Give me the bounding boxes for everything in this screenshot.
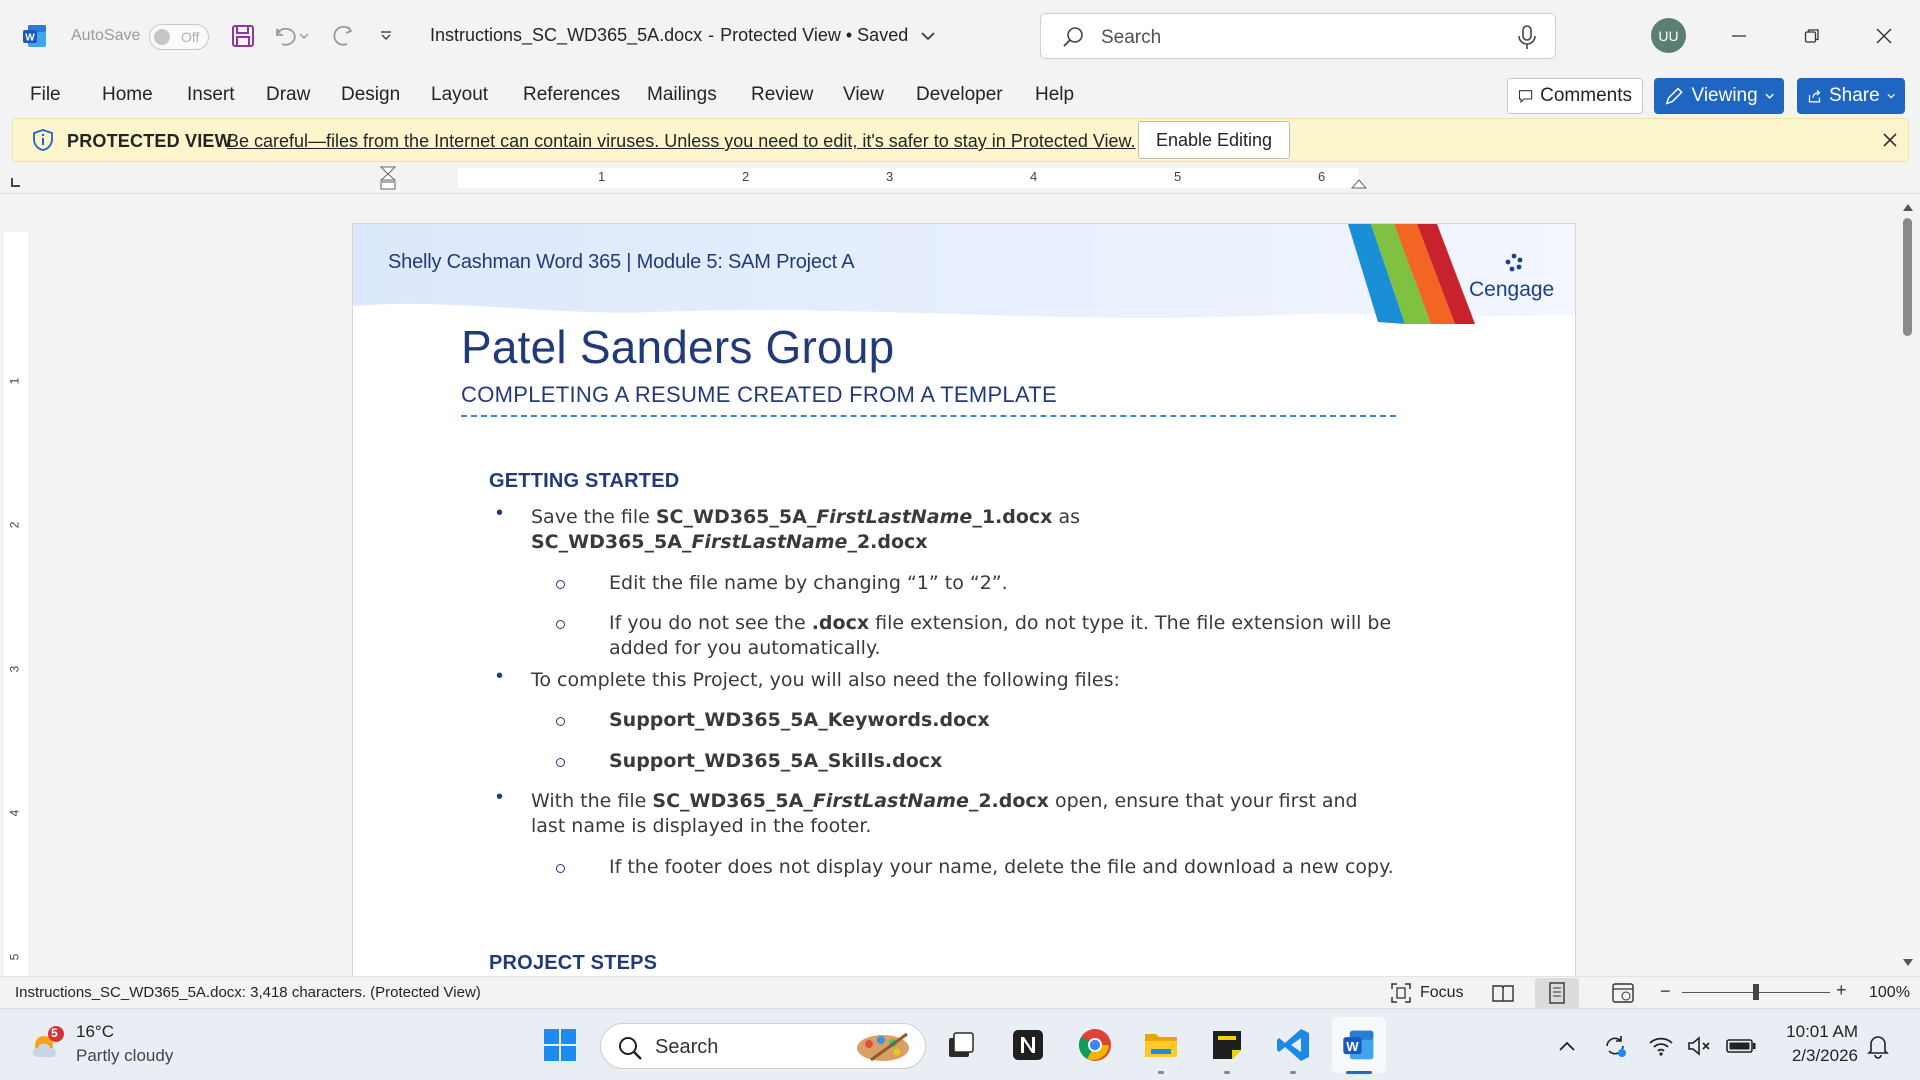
tab-references[interactable]: References xyxy=(523,84,621,105)
enable-editing-button[interactable]: Enable Editing xyxy=(1138,121,1290,159)
pen-icon xyxy=(1664,85,1684,107)
task-view-icon xyxy=(945,1029,977,1061)
ruler-number: 2 xyxy=(7,521,22,529)
chrome-icon xyxy=(1077,1027,1113,1063)
list-item-text: as xyxy=(1052,506,1081,528)
scrollbar-thumb[interactable] xyxy=(1903,218,1912,336)
notification-bell-icon[interactable] xyxy=(1865,1033,1891,1059)
document-title[interactable] xyxy=(430,25,935,46)
file-explorer-app[interactable] xyxy=(1141,1025,1181,1065)
ruler-number: 4 xyxy=(1030,169,1038,184)
title-separator: - xyxy=(708,25,715,45)
list-item-text: Save the file xyxy=(531,506,656,528)
sticky-notes-app[interactable] xyxy=(1207,1025,1247,1065)
section-heading-project-steps[interactable]: PROJECT STEPS xyxy=(489,952,658,974)
scroll-up-icon[interactable] xyxy=(1902,202,1914,212)
tab-developer[interactable]: Developer xyxy=(916,84,1003,105)
autosave-toggle[interactable] xyxy=(149,24,209,50)
document-stats[interactable]: Instructions_SC_WD365_5A.docx: 3,418 characters. (Protected View) xyxy=(15,984,481,1001)
list-item[interactable]: To complete this Project, you will also need the following files: xyxy=(531,669,1120,691)
battery-icon[interactable] xyxy=(1725,1033,1757,1059)
file-name-part: SC_WD365_5A_ xyxy=(652,790,813,812)
microphone-icon[interactable] xyxy=(1516,24,1538,50)
sub-bullet-icon xyxy=(556,580,565,589)
clock-time[interactable]: 10:01 AM xyxy=(1786,1022,1858,1041)
web-layout-icon[interactable] xyxy=(1611,981,1635,1005)
tab-stop-icon[interactable] xyxy=(10,176,22,188)
header-text[interactable]: Shelly Cashman Word 365 | Module 5: SAM Project A xyxy=(388,251,855,273)
ruler-number: 1 xyxy=(7,377,22,385)
active-indicator xyxy=(1346,1071,1372,1074)
viewing-label: Viewing xyxy=(1691,85,1758,106)
sub-bullet-icon xyxy=(556,758,565,767)
start-button[interactable] xyxy=(540,1025,580,1065)
ruler-number: 3 xyxy=(7,665,22,673)
zoom-slider-thumb[interactable] xyxy=(1753,984,1759,1000)
focus-mode-button[interactable] xyxy=(1390,982,1464,1004)
taskbar-search[interactable] xyxy=(600,1023,926,1069)
vscode-app[interactable] xyxy=(1273,1025,1313,1065)
zoom-level[interactable]: 100% xyxy=(1869,984,1910,1001)
weather-description[interactable]: Partly cloudy xyxy=(76,1046,174,1065)
ribbon-tabs xyxy=(0,72,1920,118)
word-app-icon[interactable] xyxy=(22,23,48,49)
section-heading-getting-started[interactable]: GETTING STARTED xyxy=(489,470,680,492)
horizontal-ruler[interactable] xyxy=(0,166,1920,194)
document-canvas[interactable] xyxy=(28,196,1896,976)
file-name-part: FirstLastName xyxy=(812,790,969,812)
chrome-app[interactable] xyxy=(1075,1025,1115,1065)
tab-insert[interactable]: Insert xyxy=(187,84,235,105)
ruler-number: 2 xyxy=(742,169,750,184)
search-icon xyxy=(1061,25,1085,49)
sub-bullet-icon xyxy=(556,620,565,629)
task-view-app[interactable] xyxy=(941,1025,981,1065)
search-icon xyxy=(617,1035,643,1061)
tab-review[interactable]: Review xyxy=(751,84,814,105)
list-item[interactable]: Edit the file name by changing “1” to “2”. xyxy=(609,572,1008,594)
wifi-icon[interactable] xyxy=(1648,1033,1674,1059)
brand-name: Cengage xyxy=(1469,278,1555,301)
list-item-text: file extension, do not type it. The file extension will be xyxy=(869,612,1392,634)
list-item[interactable] xyxy=(609,611,1509,661)
tab-design[interactable]: Design xyxy=(341,84,401,105)
search-placeholder: Search xyxy=(1101,27,1162,48)
extension-text: .docx xyxy=(811,612,870,634)
tab-file[interactable]: File xyxy=(30,84,61,105)
tab-help[interactable]: Help xyxy=(1035,84,1075,105)
word-icon xyxy=(1342,1028,1376,1062)
weather-icon[interactable] xyxy=(26,1025,70,1065)
volume-muted-icon[interactable] xyxy=(1686,1033,1712,1059)
sub-bullet-icon xyxy=(556,717,565,726)
document-title-heading[interactable]: Patel Sanders Group xyxy=(461,321,895,373)
svg-text:W: W xyxy=(1346,1038,1359,1054)
ruler-number: 1 xyxy=(598,169,606,184)
clock-date[interactable]: 2/3/2026 xyxy=(1791,1046,1858,1065)
ruler-number: 5 xyxy=(7,953,22,961)
list-item-text: With the file xyxy=(531,790,653,812)
shield-info-icon xyxy=(31,128,55,152)
chevron-down-icon xyxy=(921,31,935,41)
running-indicator xyxy=(1158,1071,1164,1074)
protected-view-title: PROTECTED VIEW xyxy=(67,131,232,151)
list-item-text: last name is displayed in the footer. xyxy=(531,815,872,837)
list-item-text: If you do not see the xyxy=(609,612,812,634)
close-icon[interactable] xyxy=(1866,18,1902,54)
read-mode-icon[interactable] xyxy=(1491,981,1515,1005)
close-icon[interactable] xyxy=(1879,129,1901,151)
protected-view-message[interactable]: Be careful—files from the Internet can contain viruses. Unless you need to edit, it's safer to stay in Protected View. xyxy=(227,131,1136,151)
vertical-scrollbar[interactable] xyxy=(1896,196,1920,976)
taskbar-search-placeholder: Search xyxy=(655,1036,719,1058)
svg-text:W: W xyxy=(25,32,35,44)
indent-marker-icon[interactable] xyxy=(378,166,398,194)
document-name: Instructions_SC_WD365_5A.docx xyxy=(430,25,703,45)
avatar[interactable]: UU xyxy=(1651,18,1686,53)
restore-icon[interactable] xyxy=(1794,18,1830,54)
redo-icon[interactable] xyxy=(326,20,358,52)
sync-icon[interactable] xyxy=(1602,1033,1628,1059)
tab-home[interactable]: Home xyxy=(102,84,153,105)
focus-label: Focus xyxy=(1420,984,1464,1001)
document-page[interactable] xyxy=(352,223,1576,976)
comment-icon xyxy=(1518,86,1533,106)
notion-icon xyxy=(1011,1028,1045,1062)
toggle-knob xyxy=(154,29,170,45)
list-item[interactable]: Support_WD365_5A_Skills.docx xyxy=(609,750,943,772)
vscode-icon xyxy=(1275,1027,1311,1063)
ruler-number: 6 xyxy=(1318,169,1326,184)
right-indent-marker-icon[interactable] xyxy=(1350,176,1368,190)
tab-draw[interactable]: Draw xyxy=(266,84,311,105)
file-name-part: SC_WD365_5A_ xyxy=(531,531,692,553)
chevron-down-icon xyxy=(1887,92,1895,100)
running-indicator xyxy=(1224,1071,1230,1074)
cengage-logo xyxy=(1469,252,1559,308)
viewing-mode-button[interactable] xyxy=(1654,78,1784,114)
notion-app[interactable] xyxy=(1008,1025,1048,1065)
folder-icon xyxy=(1143,1029,1179,1061)
header-band xyxy=(353,224,1576,324)
chevron-up-icon[interactable] xyxy=(1554,1033,1580,1059)
list-item[interactable] xyxy=(531,505,1431,555)
running-indicator xyxy=(1290,1071,1296,1074)
share-icon xyxy=(1807,87,1822,105)
list-item[interactable]: Support_WD365_5A_Keywords.docx xyxy=(609,709,990,731)
file-name-part: SC_WD365_5A_ xyxy=(655,506,817,528)
ruler-number: 5 xyxy=(1174,169,1182,184)
comments-label: Comments xyxy=(1540,85,1632,106)
file-name-part: _2.docx xyxy=(847,531,928,553)
paint-palette-icon xyxy=(853,1030,913,1064)
focus-icon xyxy=(1390,982,1412,1004)
ruler-number: 4 xyxy=(7,809,22,817)
word-taskbar-app[interactable] xyxy=(1339,1025,1379,1065)
sub-bullet-icon xyxy=(556,864,565,873)
ruler-text-area xyxy=(458,168,1358,188)
minimize-icon[interactable] xyxy=(1721,18,1757,54)
status-bar xyxy=(0,976,1920,1008)
autosave-state: Off xyxy=(181,29,200,45)
ruler-number: 3 xyxy=(886,169,894,184)
zoom-in-icon[interactable]: + xyxy=(1836,980,1847,1000)
chevron-down-icon xyxy=(1765,92,1774,100)
list-item-text: open, ensure that your first and xyxy=(1048,790,1358,812)
title-bar xyxy=(0,0,1920,72)
bullet-icon: • xyxy=(496,665,504,687)
list-item[interactable]: If the footer does not display your name, delete the file and download a new copy. xyxy=(609,856,1394,878)
taskbar xyxy=(0,1008,1920,1080)
tab-layout[interactable]: Layout xyxy=(431,84,489,105)
list-item-text: added for you automatically. xyxy=(609,637,881,659)
autosave-label: AutoSave xyxy=(71,27,141,44)
sticky-notes-icon xyxy=(1210,1028,1244,1062)
protected-view-bar xyxy=(12,118,1909,162)
tab-mailings[interactable]: Mailings xyxy=(647,84,717,105)
list-item[interactable] xyxy=(531,789,1431,839)
customize-toolbar-icon[interactable] xyxy=(370,20,402,52)
search-box[interactable] xyxy=(1040,13,1556,59)
windows-logo-icon xyxy=(542,1027,578,1063)
bullet-icon: • xyxy=(496,502,504,524)
file-name-part: FirstLastName xyxy=(691,531,848,553)
file-name-part: _2.docx xyxy=(968,790,1049,812)
document-subtitle[interactable]: COMPLETING A RESUME CREATED FROM A TEMPLATE xyxy=(461,382,1058,407)
undo-dropdown-icon[interactable] xyxy=(296,20,312,52)
vertical-ruler[interactable] xyxy=(4,232,28,977)
cengage-logo-icon xyxy=(1503,252,1525,274)
tab-view[interactable]: View xyxy=(843,84,884,105)
save-icon[interactable] xyxy=(227,20,259,52)
share-button[interactable] xyxy=(1797,78,1905,114)
share-label: Share xyxy=(1828,85,1880,106)
file-name-part: FirstLastName xyxy=(816,506,973,528)
dashed-divider xyxy=(461,415,1396,417)
weather-temperature[interactable]: 16°C xyxy=(76,1022,114,1041)
scroll-down-icon[interactable] xyxy=(1902,958,1914,968)
bullet-icon: • xyxy=(496,786,504,808)
print-layout-icon[interactable] xyxy=(1545,981,1569,1005)
file-name-part: _1.docx xyxy=(972,506,1053,528)
weather-badge: 5 xyxy=(51,1026,58,1040)
zoom-out-icon[interactable]: − xyxy=(1660,981,1671,1001)
document-status: Protected View • Saved xyxy=(720,25,909,45)
comments-button[interactable] xyxy=(1507,78,1643,114)
